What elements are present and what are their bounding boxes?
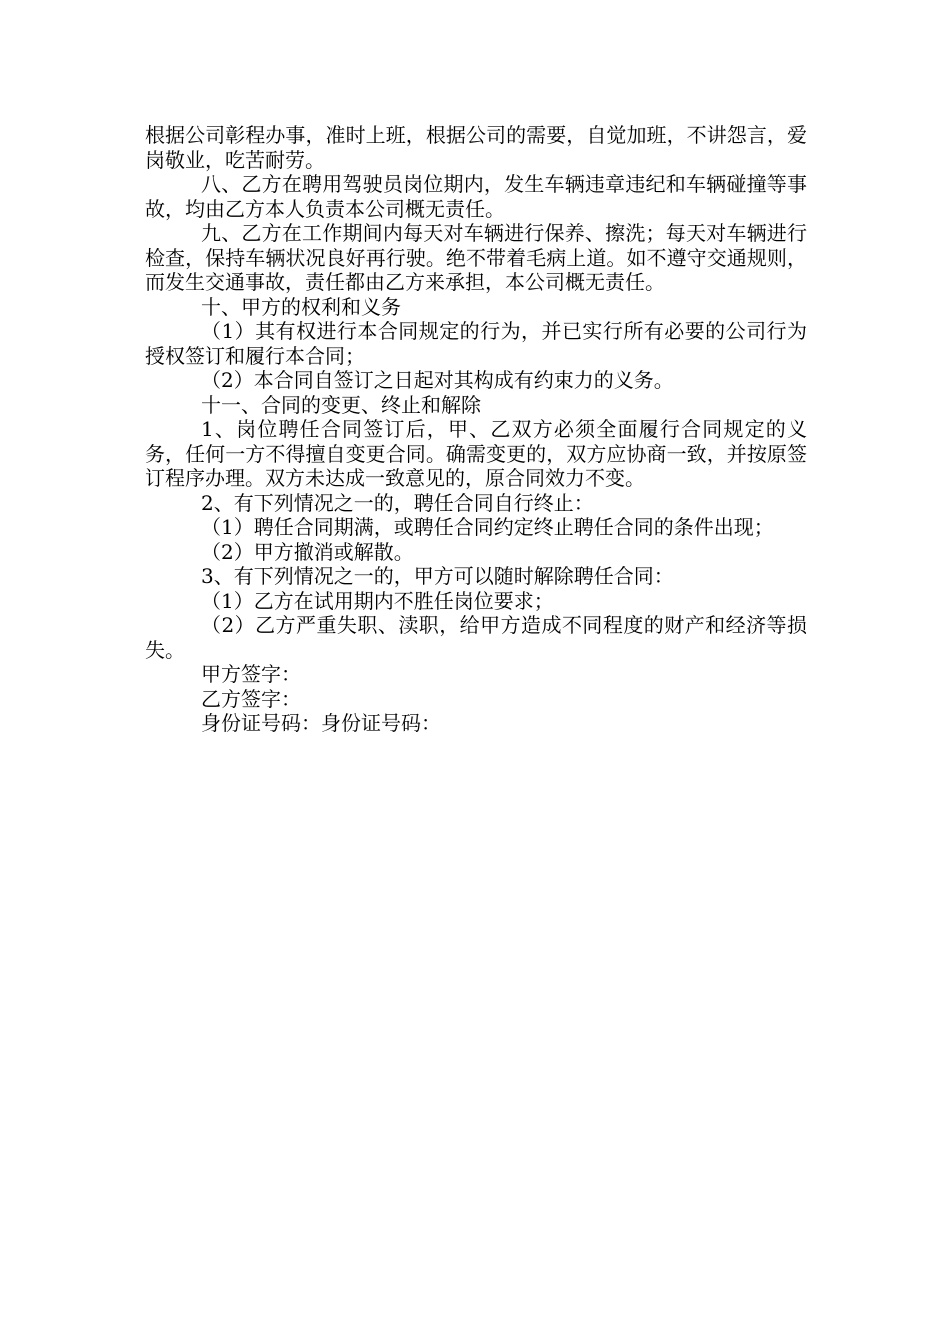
paragraph-10-item-2: （2）本合同自签订之日起对其构成有约束力的义务。 bbox=[201, 368, 674, 392]
id-number-fields: 身份证号码：身份证号码： bbox=[201, 711, 441, 735]
signature-party-a: 甲方签字： bbox=[201, 662, 301, 686]
paragraph-11-1: 1、岗位聘任合同签订后，甲、乙双方必须全面履行合同规定的义务，任何一方不得擅自变更合同。确需变更的，双方应协商一致，并按原签订程序办理。双方未达成一致意见的，原合同效力不变。 bbox=[145, 417, 807, 490]
paragraph-clause-9: 九、乙方在工作期间内每天对车辆进行保养、擦洗；每天对车辆进行检查，保持车辆状况良好再行驶。绝不带着毛病上道。如不遵守交通规则，而发生交通事故，责任都由乙方来承担，本公司概无责任。 bbox=[145, 221, 807, 294]
paragraph-11-3-item-1: （1）乙方在试用期内不胜任岗位要求； bbox=[201, 588, 554, 613]
paragraph-11-2-item-1: （1）聘任合同期满，或聘任合同约定终止聘任合同的条件出现； bbox=[201, 515, 774, 539]
paragraph-11-2-item-2: （2）甲方撤消或解散。 bbox=[201, 539, 414, 564]
paragraph-10-item-1: （1）其有权进行本合同规定的行为，并已实行所有必要的公司行为授权签订和履行本合同； bbox=[145, 319, 807, 368]
paragraph-11-3-item-2: （2）乙方严重失职、渎职，给甲方造成不同程度的财产和经济等损失。 bbox=[145, 613, 807, 662]
paragraph-clause-8: 八、乙方在聘用驾驶员岗位期内，发生车辆违章违纪和车辆碰撞等事故，均由乙方本人负责本公司概无责任。 bbox=[145, 172, 807, 221]
section-heading-10: 十、甲方的权利和义务 bbox=[201, 294, 401, 319]
paragraph-continuation: 根据公司彰程办事，准时上班，根据公司的需要，自觉加班，不讲怨言，爱岗敬业，吃苦耐劳。 bbox=[145, 123, 807, 172]
signature-party-b: 乙方签字： bbox=[201, 686, 301, 711]
paragraph-11-3: 3、有下列情况之一的，甲方可以随时解除聘任合同： bbox=[201, 564, 674, 588]
paragraph-11-2: 2、有下列情况之一的，聘任合同自行终止： bbox=[201, 490, 594, 515]
document-page bbox=[145, 123, 807, 736]
section-heading-11: 十一、合同的变更、终止和解除 bbox=[201, 392, 481, 417]
